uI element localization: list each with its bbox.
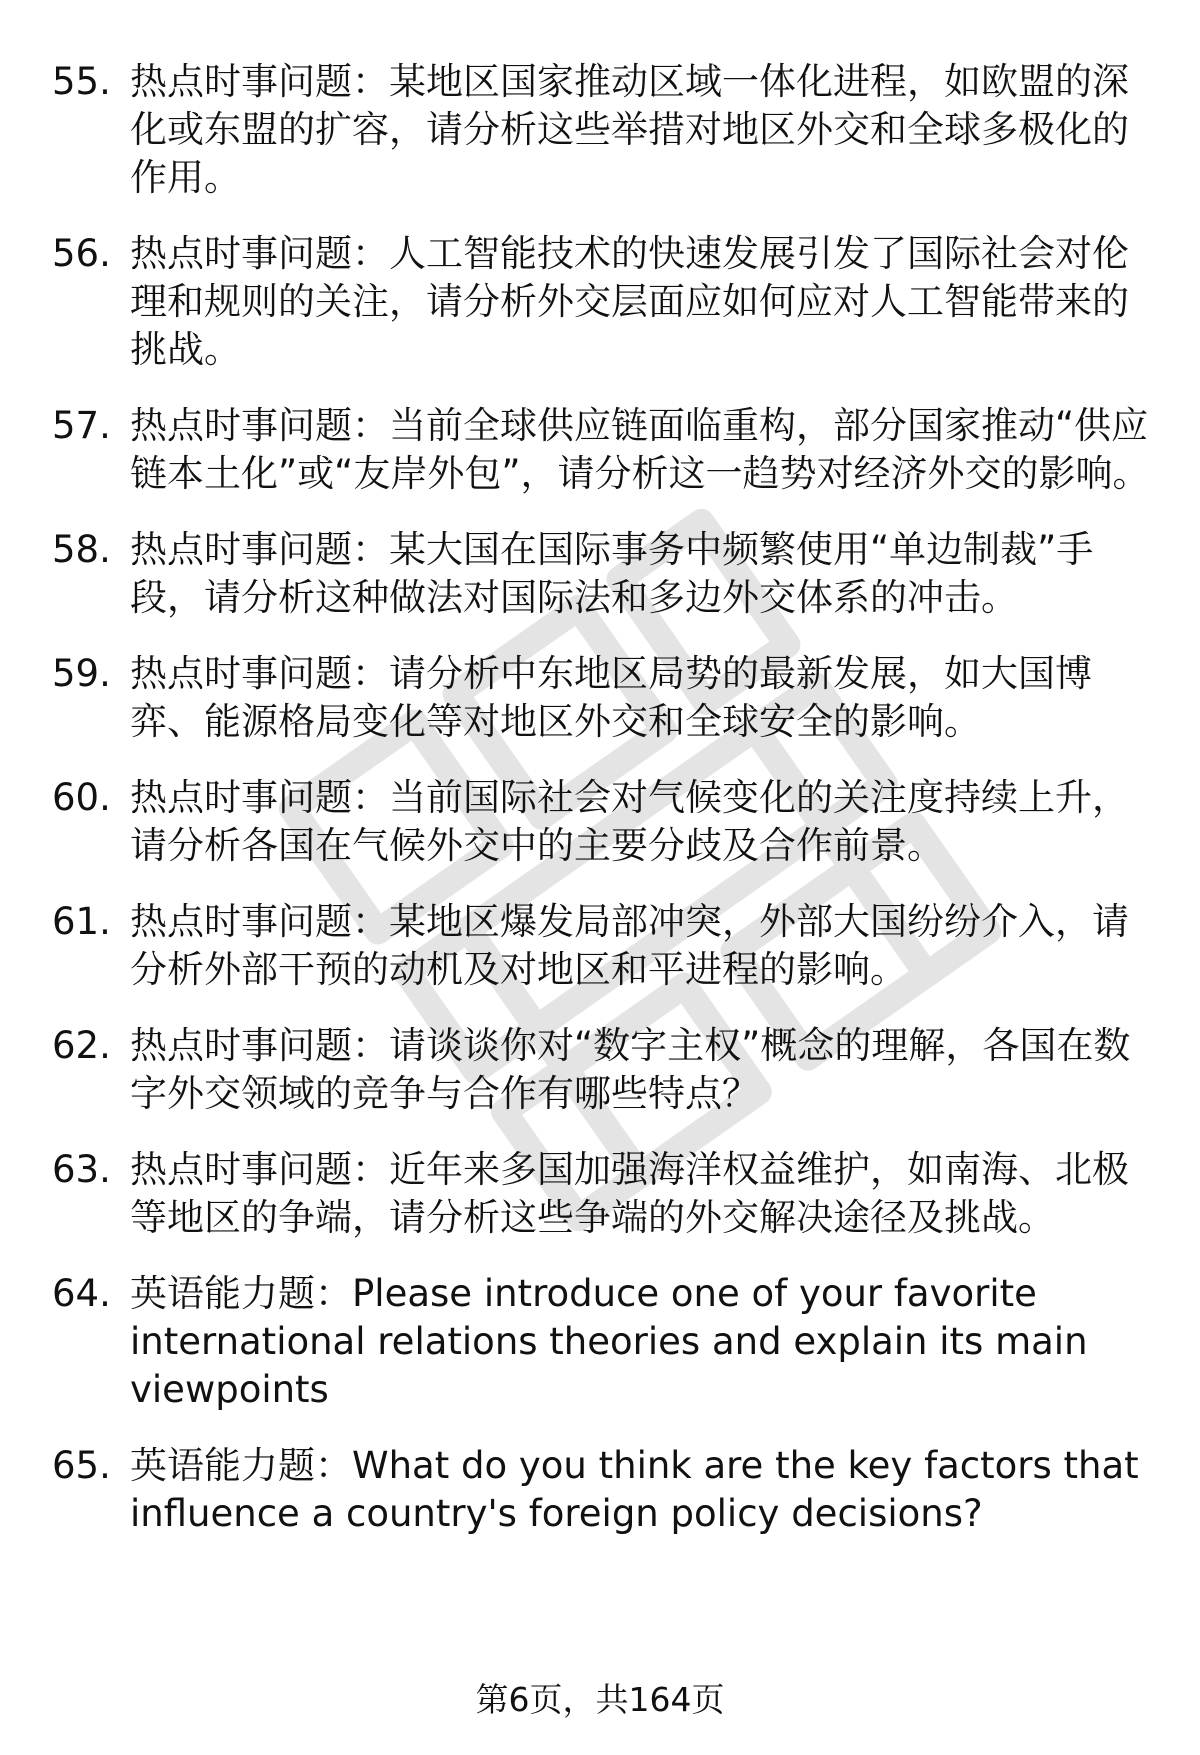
question-number: 60. [52, 776, 111, 819]
question-text: 热点时事问题：某地区国家推动区域一体化进程，如欧盟的深化或东盟的扩容，请分析这些举措对地区外交和全球多极化的作用。 [130, 60, 1129, 199]
question-item [52, 774, 1152, 870]
question-number: 64. [52, 1272, 111, 1315]
question-list [52, 58, 1152, 1566]
question-text: 热点时事问题：近年来多国加强海洋权益维护，如南海、北极等地区的争端，请分析这些争端的外交解决途径及挑战。 [130, 1148, 1129, 1239]
question-text: 热点时事问题：某地区爆发局部冲突，外部大国纷纷介入，请分析外部干预的动机及对地区和平进程的影响。 [130, 900, 1129, 991]
question-text: 热点时事问题：请分析中东地区局势的最新发展，如大国博弈、能源格局变化等对地区外交和全球安全的影响。 [130, 652, 1092, 743]
question-item [52, 650, 1152, 746]
question-item [52, 1270, 1152, 1414]
question-number: 61. [52, 900, 111, 943]
question-item [52, 526, 1152, 622]
question-item [52, 1442, 1152, 1538]
question-item [52, 402, 1152, 498]
question-number: 59. [52, 652, 111, 695]
question-text: 热点时事问题：人工智能技术的快速发展引发了国际社会对伦理和规则的关注，请分析外交层面应如何应对人工智能带来的挑战。 [130, 232, 1129, 371]
question-number: 63. [52, 1148, 111, 1191]
question-text: 英语能力题：What do you think are the key factors that influence a country's foreign policy decisions? [130, 1444, 1139, 1535]
question-text: 热点时事问题：请谈谈你对“数字主权”概念的理解，各国在数字外交领域的竞争与合作有哪些特点？ [130, 1024, 1131, 1115]
question-item [52, 58, 1152, 202]
question-text: 热点时事问题：当前全球供应链面临重构，部分国家推动“供应链本土化”或“友岸外包”，请分析这一趋势对经济外交的影响。 [130, 404, 1150, 495]
question-item [52, 898, 1152, 994]
question-number: 56. [52, 232, 111, 275]
question-number: 55. [52, 60, 111, 103]
question-text: 英语能力题：Please introduce one of your favorite international relations theories and explain its main viewpoints [130, 1272, 1088, 1411]
question-item [52, 1146, 1152, 1242]
question-number: 57. [52, 404, 111, 447]
question-number: 58. [52, 528, 111, 571]
question-text: 热点时事问题：当前国际社会对气候变化的关注度持续上升，请分析各国在气候外交中的主要分歧及合作前景。 [130, 776, 1129, 867]
question-number: 65. [52, 1444, 111, 1487]
question-number: 62. [52, 1024, 111, 1067]
question-item [52, 1022, 1152, 1118]
question-text: 热点时事问题：某大国在国际事务中频繁使用“单边制裁”手段，请分析这种做法对国际法和多边外交体系的冲击。 [130, 528, 1094, 619]
question-item [52, 230, 1152, 374]
page-footer: 第6页，共164页 [475, 1680, 725, 1719]
